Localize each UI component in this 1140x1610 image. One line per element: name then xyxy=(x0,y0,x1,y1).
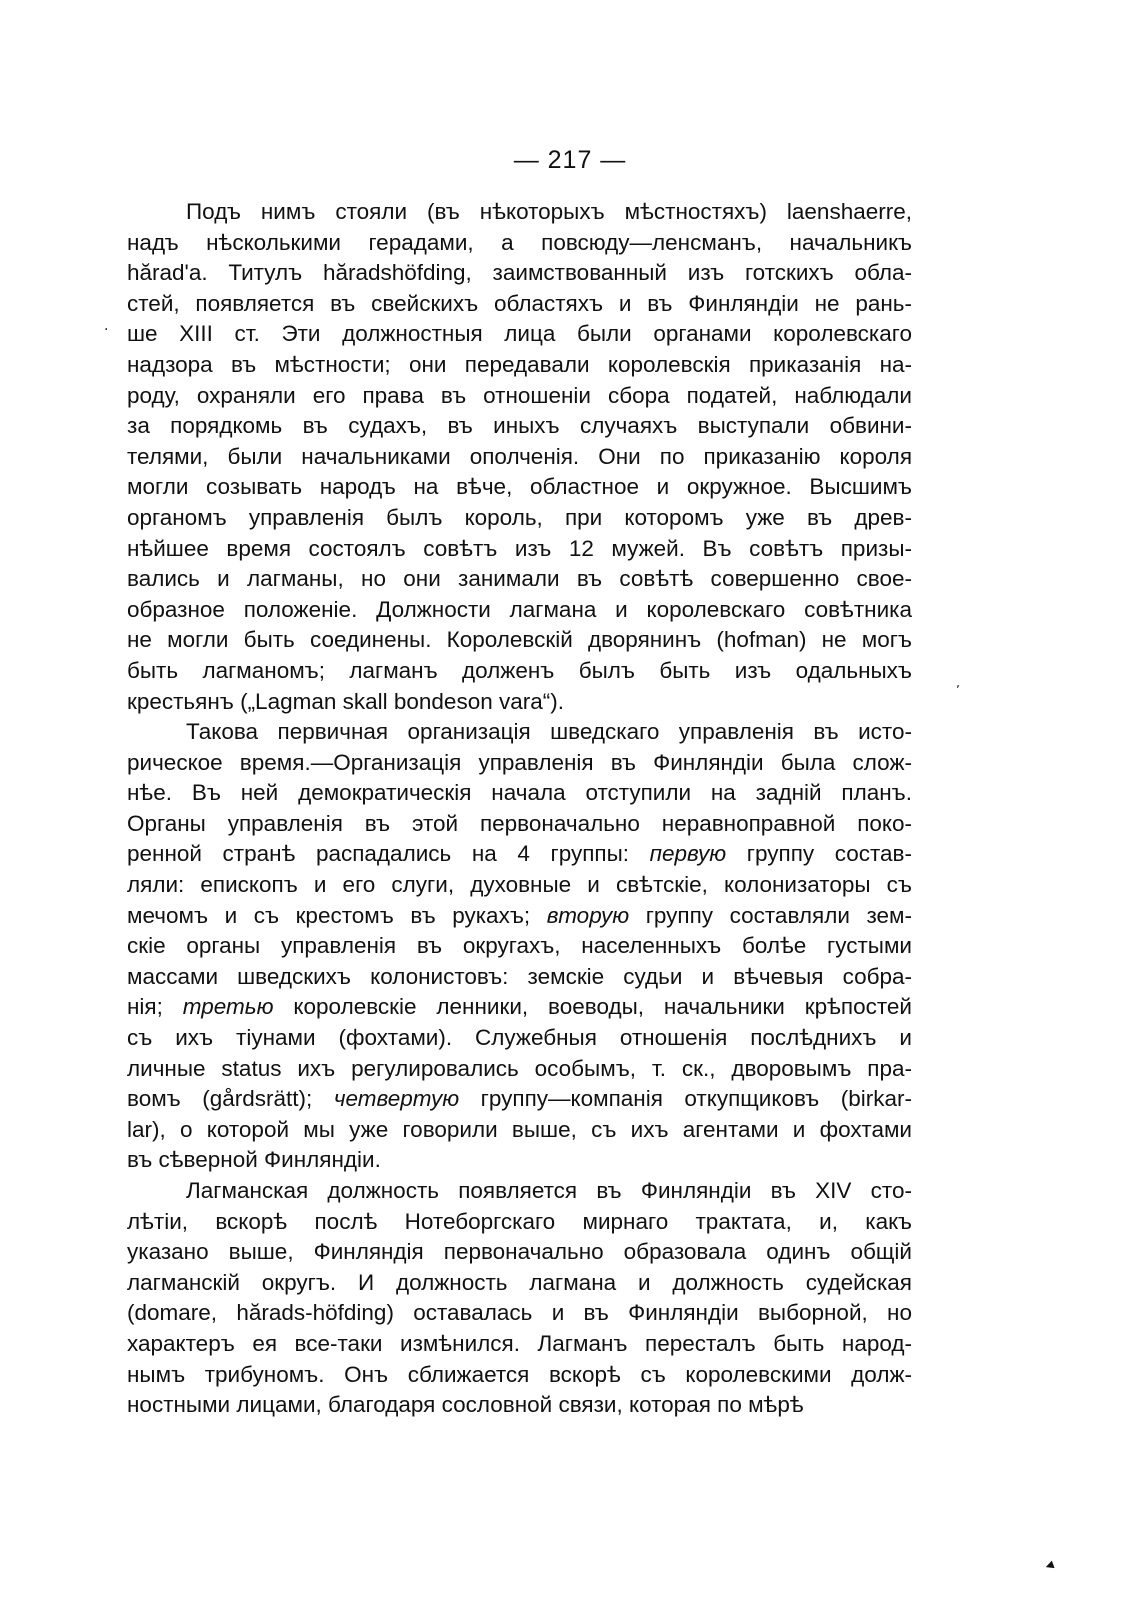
text-segment: органомъ управленія былъ король, при которомъ уже въ древ- xyxy=(127,504,912,530)
text-segment: надъ нѣсколькими герадами, а повсюду—ленсманъ, начальникъ xyxy=(127,229,912,255)
text-line xyxy=(127,381,912,412)
text-line xyxy=(127,778,912,809)
text-line xyxy=(127,748,912,779)
text-line xyxy=(127,1237,912,1268)
text-segment: съ ихъ тіунами (фохтами). Служебныя отношенія послѣднихъ и xyxy=(127,1025,912,1051)
text-line xyxy=(127,1023,912,1054)
page-number: — 217 — xyxy=(513,146,627,174)
text-segment: телями, были начальниками ополченія. Они по приказанію короля xyxy=(127,443,912,469)
text-line xyxy=(127,1268,912,1299)
paragraph xyxy=(127,1176,912,1421)
text-line xyxy=(127,1145,912,1176)
text-line xyxy=(127,809,912,840)
text-segment: характеръ ея все-таки измѣнился. Лагманъ пересталъ быть народ- xyxy=(127,1330,912,1356)
text-segment: лѣтіи, вскорѣ послѣ Нотеборгскаго мирнаго трактата, и, какъ xyxy=(127,1208,912,1234)
text-segment: вомъ (gårdsrätt); xyxy=(127,1086,334,1112)
text-line xyxy=(127,931,912,962)
text-line xyxy=(127,1084,912,1115)
text-segment: Органы управленія въ этой первоначально неравноправной поко- xyxy=(127,810,912,836)
text-segment: (domare, hărads-höfding) оставалась и въ Финляндіи выборной, но xyxy=(127,1300,912,1326)
text-segment: въ сѣверной Финляндіи. xyxy=(127,1147,381,1173)
text-segment: могли созывать народъ на вѣче, областное и окружное. Высшимъ xyxy=(127,474,912,500)
text-line xyxy=(127,1360,912,1391)
text-segment: hărad'a. Титулъ hăradshöfding, заимствованный изъ готскихъ обла- xyxy=(127,260,912,286)
emphasis-text: третью xyxy=(182,994,274,1020)
text-line xyxy=(127,411,912,442)
text-line xyxy=(127,1207,912,1238)
text-segment: массами шведскихъ колонистовъ: земскіе судьи и вѣчевыя собра- xyxy=(127,963,912,989)
text-segment: Подъ нимъ стояли (въ нѣкоторыхъ мѣстностяхъ) laenshaerre, xyxy=(186,199,912,224)
text-segment: быть лагманомъ; лагманъ долженъ былъ быть изъ одальныхъ xyxy=(127,657,912,683)
text-line xyxy=(127,503,912,534)
page-turn-arrow-icon: ◂ xyxy=(1041,1554,1057,1575)
text-line xyxy=(127,595,912,626)
stray-mark-right: ʼ xyxy=(956,683,960,697)
emphasis-text: первую xyxy=(649,841,727,867)
text-line xyxy=(127,901,912,932)
text-line xyxy=(127,472,912,503)
text-line xyxy=(127,289,912,320)
text-segment: нѣйшее время состоялъ совѣтъ изъ 12 мужей. Въ совѣтъ призы- xyxy=(127,535,912,561)
text-line xyxy=(127,564,912,595)
text-line xyxy=(127,1329,912,1360)
text-segment: нымъ трибуномъ. Онъ сближается вскорѣ съ королевскими долж- xyxy=(127,1361,912,1387)
text-line xyxy=(127,442,912,473)
text-segment: группу составляли зем- xyxy=(629,902,912,928)
text-line xyxy=(127,319,912,350)
text-segment: группу—компанія откупщиковъ (birkar- xyxy=(459,1086,912,1112)
text-segment: мечомъ и съ крестомъ въ рукахъ; xyxy=(127,902,547,928)
text-line xyxy=(127,1298,912,1329)
text-line xyxy=(127,839,912,870)
text-segment: крестьянъ („Lagman skall bondeson vara“). xyxy=(127,688,564,714)
text-segment: ностными лицами, благодаря сословной связи, которая по мѣрѣ xyxy=(127,1392,804,1418)
text-line xyxy=(127,534,912,565)
text-line xyxy=(127,656,912,687)
text-line xyxy=(127,962,912,993)
text-line xyxy=(127,625,912,656)
text-line xyxy=(127,870,912,901)
text-line xyxy=(127,687,912,718)
text-segment: королевскіе ленники, воеводы, начальники крѣпостей xyxy=(273,994,912,1020)
text-segment: ляли: епископъ и его слуги, духовные и свѣтскіе, колонизаторы съ xyxy=(127,872,912,898)
text-line xyxy=(127,992,912,1023)
stray-mark-left: . xyxy=(104,318,109,334)
text-line xyxy=(127,258,912,289)
paragraph xyxy=(127,197,912,717)
text-segment: Такова первичная организація шведскаго управленія въ исто- xyxy=(186,719,912,745)
text-segment: роду, охраняли его права въ отношеніи сбора податей, наблюдали xyxy=(127,382,912,408)
text-line xyxy=(127,228,912,259)
text-line xyxy=(127,197,912,228)
text-segment: не могли быть соединены. Королевскій дворянинъ (hofman) не могъ xyxy=(127,627,912,653)
text-segment: лагманскій округъ. И должность лагмана и должность судейская xyxy=(127,1269,912,1295)
text-line xyxy=(127,1054,912,1085)
text-segment: ше XIII ст. Эти должностныя лица были органами королевскаго xyxy=(127,321,912,347)
emphasis-text: вторую xyxy=(546,902,630,928)
text-segment: стей, появляется въ свейскихъ областяхъ и въ Финляндіи не рань- xyxy=(127,290,912,316)
text-segment: вались и лагманы, но они занимали въ совѣтѣ совершенно свое- xyxy=(127,566,912,592)
text-segment: личные status ихъ регулировались особымъ, т. ск., дворовымъ пра- xyxy=(127,1055,912,1081)
emphasis-text: четвертую xyxy=(333,1086,460,1112)
text-segment: нѣе. Въ ней демократическія начала отступили на задній планъ. xyxy=(127,780,912,806)
text-segment: образное положеніе. Должности лагмана и королевскаго совѣтника xyxy=(127,596,912,622)
text-segment: указано выше, Финляндія первоначально образовала одинъ общій xyxy=(127,1239,912,1265)
text-line xyxy=(127,1115,912,1146)
text-segment: нія; xyxy=(127,994,183,1020)
body-text xyxy=(127,197,912,1421)
text-segment: lar), о которой мы уже говорили выше, съ ихъ агентами и фохтами xyxy=(127,1116,912,1142)
text-line xyxy=(127,350,912,381)
text-line xyxy=(127,1390,912,1421)
text-segment: за порядкомь въ судахъ, въ иныхъ случаяхъ выступали обвини- xyxy=(127,413,912,439)
paragraph xyxy=(127,717,912,1176)
text-line xyxy=(127,717,912,748)
text-segment: рическое время.—Организація управленія въ Финляндіи была слож- xyxy=(127,749,912,775)
text-segment: скіе органы управленія въ округахъ, населенныхъ болѣе густыми xyxy=(127,933,912,959)
text-segment: Лагманская должность появляется въ Финляндіи въ XIV сто- xyxy=(186,1178,912,1203)
text-segment: группу состав- xyxy=(726,841,912,867)
text-segment: надзора въ мѣстности; они передавали королевскія приказанія на- xyxy=(127,351,912,377)
text-segment: ренной странѣ распадались на 4 группы: xyxy=(127,841,650,867)
text-line xyxy=(127,1176,912,1207)
